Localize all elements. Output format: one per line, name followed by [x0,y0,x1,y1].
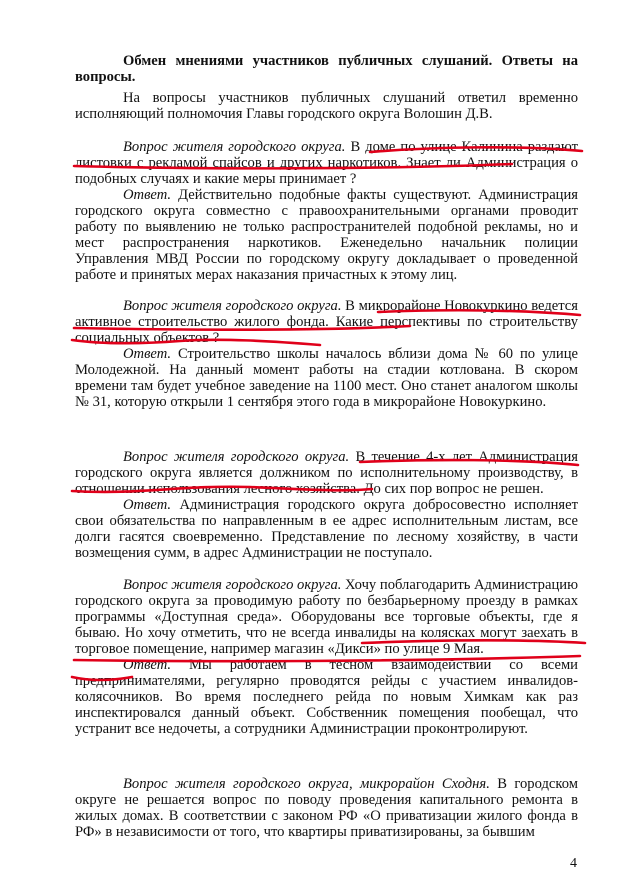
question-text: Хочу поблагодарить Администрацию городского округа за проводимую работу по безбарьерному проезду в рамках программы «Доступная среда». Оборудованы все торговые объекты, где я бываю. Но хочу отметить, что не всегда инвалиды на колясках могут заехать в торговое помещение, например магазин «Дикси» по улице 9 Мая. [75,577,578,657]
qa-item-1 [75,139,578,283]
qa-item-3 [75,449,578,561]
question-paragraph [75,139,578,187]
answer-text: Действительно подобные факты существуют. Администрация городского округа совместно с правоохранительными органами проводит работу по выявлению не только распространителей подобной рекламы, но и мест распространения наркотиков. Еженедельно начальник полиции Управления МВД России по городскому округу докладывает о проведенной работе и принятых мерах наказания причастных к этому лиц. [75,187,578,283]
intro-paragraph [75,90,578,122]
answer-text: Мы работаем в тесном взаимодействии со всеми предпринимателями, регулярно проводятся рейды с участием инвалидов-колясочников. Во время последнего рейда по новым Химкам как раз инспектировался данный объект. Собственник помещения пообещал, что устранит все недочеты, а сотрудники Администрации проконтролируют. [75,657,578,737]
answer-text: Администрация городского округа добросовестно исполняет свои обязательства по направленным в ее адрес исполнительным листам, все долги гасятся своевременно. Представление по лесному хозяйству, в части возмещения сумм, в адрес Администрации не поступало. [75,497,578,561]
question-paragraph [75,776,578,840]
answer-paragraph [75,657,578,737]
question-text: В течение 4-х лет Администрация городского округа является должником по исполнительному производству, в отношении использования лесного хозяйства. До сих пор вопрос не решен. [75,449,578,497]
answer-label: Ответ. [123,497,172,513]
question-label: Вопрос жителя городского округа. [123,577,342,593]
question-label: Вопрос жителя городского округа. [123,449,350,465]
answer-paragraph [75,346,578,410]
intro-text: На вопросы участников публичных слушаний ответил временно исполняющий полномочия Главы городского округа Волошин Д.В. [75,90,578,122]
question-label: Вопрос жителя городского округа, микрорайон Сходня. [123,776,490,792]
qa-item-2 [75,298,578,410]
answer-paragraph [75,497,578,561]
question-label: Вопрос жителя городского округа. [123,298,342,314]
answer-label: Ответ. [123,657,172,673]
qa-item-5 [75,776,578,840]
question-text: В доме по улице Калинина раздают листовки с рекламой спайсов и других наркотиков. Знает ли Администрация о подобных случаях и какие меры принимает ? [75,139,578,187]
question-paragraph [75,449,578,497]
answer-label: Ответ. [123,346,172,362]
question-label: Вопрос жителя городского округа. [123,139,346,155]
qa-item-4 [75,577,578,737]
answer-paragraph [75,187,578,283]
page-number: 4 [570,856,577,871]
section-heading: Обмен мнениями участников публичных слушаний. Ответы на вопросы. [75,53,578,85]
question-paragraph [75,298,578,346]
answer-label: Ответ. [123,187,172,203]
question-text: В городском округе не решается вопрос по поводу проведения капитального ремонта в жилых домах. В соответствии с законом РФ «О приватизации жилого фонда в РФ» в независимости от того, что квартиры приватизированы, за бывшим [75,776,578,840]
question-paragraph [75,577,578,657]
question-text: В микрорайоне Новокуркино ведется активное строительство жилого фонда. Какие перспективы по строительству социальных объектов ? [75,298,578,346]
answer-text: Строительство школы началось вблизи дома № 60 по улице Молодежной. На данный момент работы на стадии котлована. В скором времени там будет учебное заведение на 1100 мест. Оно станет аналогом школы № 31, которую открыли 1 сентября этого года в микрорайоне Новокуркино. [75,346,578,410]
